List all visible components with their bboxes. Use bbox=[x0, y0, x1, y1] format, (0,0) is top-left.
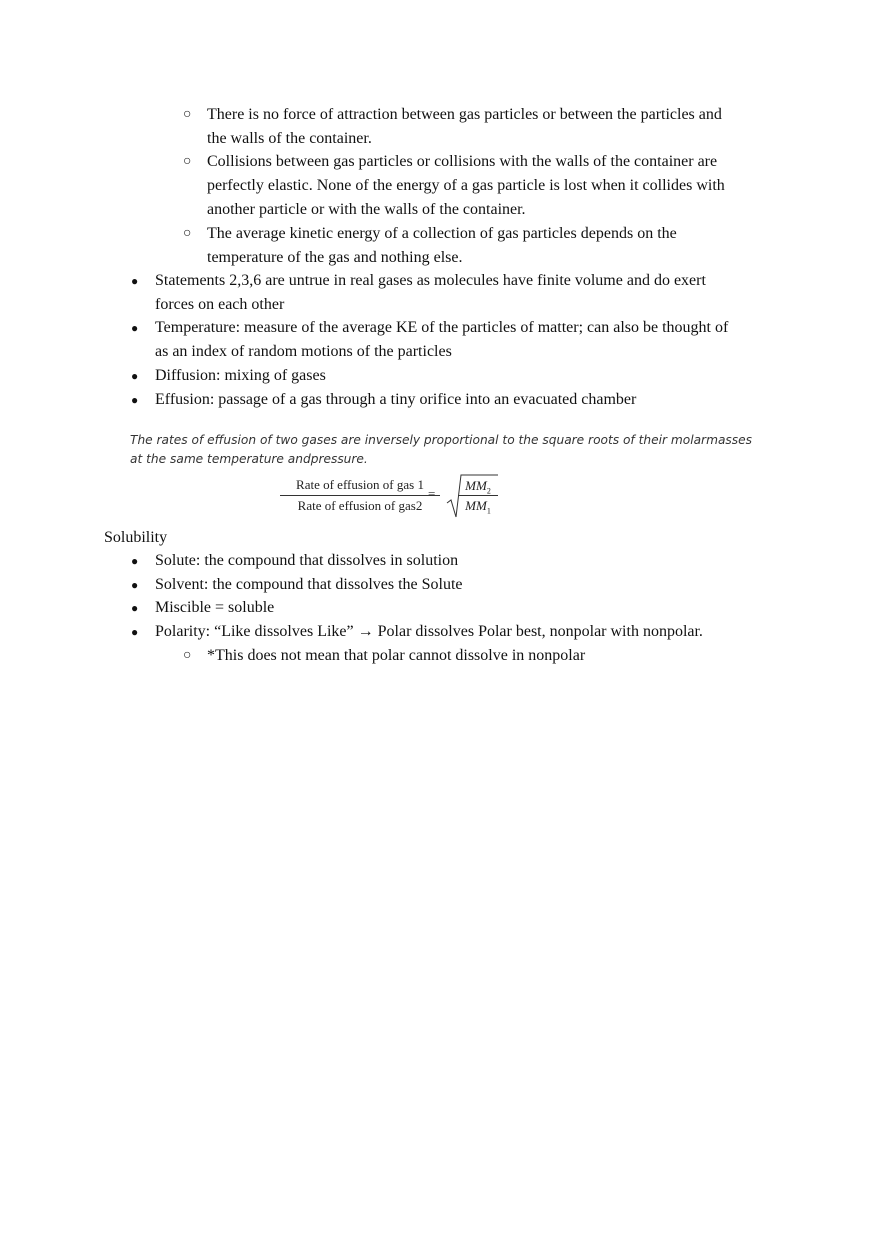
list-item-text: Miscible = soluble bbox=[155, 599, 275, 616]
filled-bullet-icon: ● bbox=[131, 601, 139, 615]
grahams-law-figure bbox=[128, 431, 758, 521]
equals-sign: = bbox=[428, 486, 436, 501]
hollow-bullet-icon: ○ bbox=[183, 226, 192, 241]
list-item-text: Collisions between gas particles or collisions with the walls of the container are perfectly elastic. None of the energy of a gas particle is lost when it collides with another particle or with the walls of the container. bbox=[207, 153, 725, 218]
fraction-numerator: Rate of effusion of gas 1 bbox=[280, 475, 440, 496]
fraction-denominator: Rate of effusion of gas2 bbox=[297, 498, 423, 513]
list-item-text: Solute: the compound that dissolves in solution bbox=[155, 552, 459, 569]
filled-bullet-icon: ● bbox=[131, 578, 139, 592]
section-heading: Solubility bbox=[104, 529, 168, 546]
list-item-text: Effusion: passage of a gas through a tiny orifice into an evacuated chamber bbox=[155, 391, 637, 408]
list-item-text: The average kinetic energy of a collection of gas particles depends on the temperature of the gas and nothing else. bbox=[207, 225, 677, 266]
filled-bullet-icon: ● bbox=[131, 321, 139, 335]
list-item-text: Diffusion: mixing of gases bbox=[155, 367, 326, 384]
hollow-bullet-icon: ○ bbox=[183, 107, 192, 122]
figure-caption: The rates of effusion of two gases are inversely proportional to the square roots of their molarmasses at the same temperature andpressure. bbox=[130, 433, 752, 466]
filled-bullet-icon: ● bbox=[131, 554, 139, 568]
filled-bullet-icon: ● bbox=[131, 274, 139, 288]
list-item-text: Polarity: “Like dissolves Like” → Polar dissolves Polar best, nonpolar with nonpolar. bbox=[155, 623, 703, 640]
list-item-text: Statements 2,3,6 are untrue in real gases as molecules have finite volume and do exert forces on each other bbox=[155, 272, 706, 313]
hollow-bullet-icon: ○ bbox=[183, 648, 192, 663]
root-denominator: $MM_1$ bbox=[465, 498, 491, 516]
molar-mass-fraction bbox=[458, 477, 498, 516]
rate-ratio-fraction bbox=[280, 475, 440, 516]
filled-bullet-icon: ● bbox=[131, 369, 139, 383]
filled-bullet-icon: ● bbox=[131, 625, 139, 639]
root-numerator: $MM_2$ bbox=[458, 477, 498, 496]
list-item-text: Solvent: the compound that dissolves the Solute bbox=[155, 576, 463, 593]
hollow-bullet-icon: ○ bbox=[183, 154, 192, 169]
list-item-text: *This does not mean that polar cannot dissolve in nonpolar bbox=[207, 647, 586, 664]
list-item-text: There is no force of attraction between gas particles or between the particles and the walls of the container. bbox=[207, 106, 722, 147]
filled-bullet-icon: ● bbox=[131, 393, 139, 407]
list-item-text: Temperature: measure of the average KE of the particles of matter; can also be thought of as an index of random motions of the particles bbox=[155, 319, 729, 360]
grahams-law-equation bbox=[280, 475, 510, 519]
